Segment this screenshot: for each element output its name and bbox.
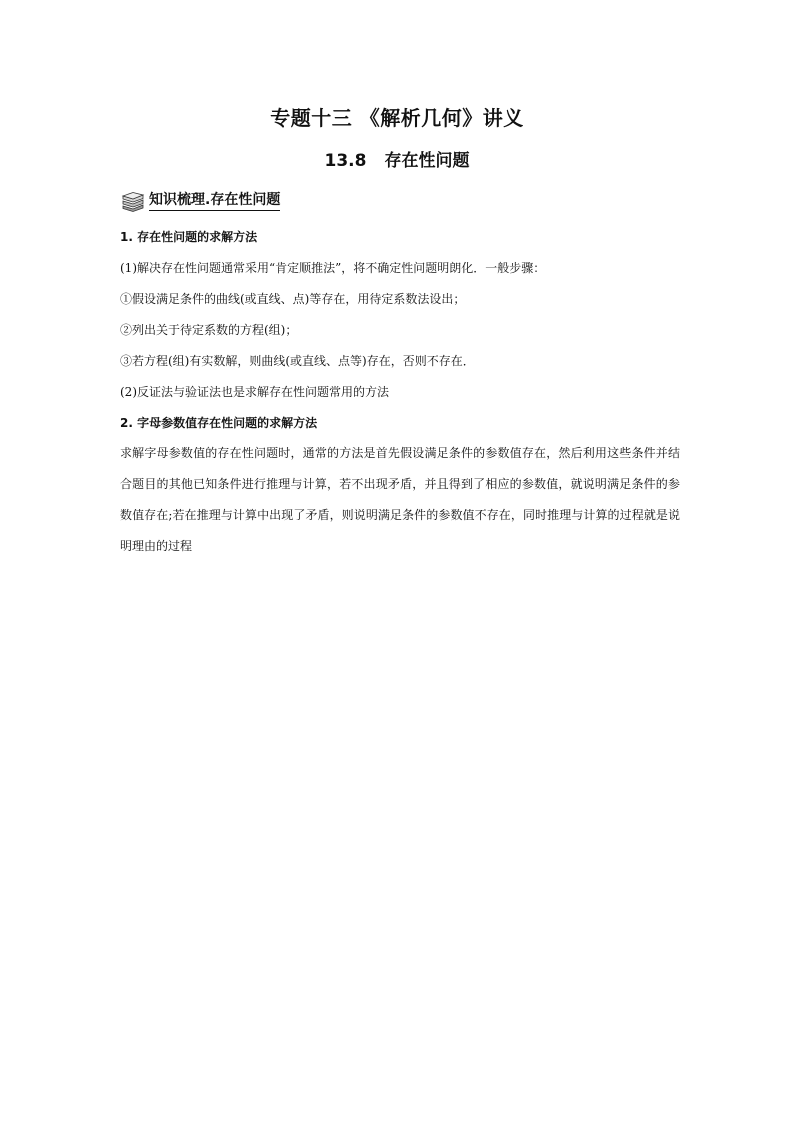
knowledge-section-header [120,189,280,213]
subtitle-text: 存在性问题 [384,151,470,171]
subtitle-number: 13.8 [324,151,367,171]
heading-parameter: 2. 字母参数值存在性问题的求解方法 [120,416,318,430]
text-line-1: (1)解决存在性问题通常采用“肯定顺推法”，将不确定性问题明朗化．一般步骤： [120,261,546,275]
section-title: 知识梳理.存在性问题 [149,191,280,211]
text-line-4: ③若方程(组)有实数解，则曲线(或直线、点等)存在，否则不存在． [120,354,475,368]
text-line-2: ①假设满足条件的曲线(或直线、点)等存在，用待定系数法设出； [120,292,466,306]
paragraph-parameter: 求解字母参数值的存在性问题时，通常的方法是首先假设满足条件的参数值存在，然后利用这些条件并结合题目的其他已知条件进行推理与计算，若不出现矛盾，并且得到了相应的参数值，就说明满足条件的参数值存在;若在推理与计算中出现了矛盾，则说明满足条件的参数值不存在，同时推理与计算的过程就是说明理由的过程 [120,446,680,553]
section-subtitle [0,146,794,171]
heading-method: 1. 存在性问题的求解方法 [120,230,258,244]
document-title: 专题十三 《解析几何》讲义 [270,106,524,130]
content-body [120,225,680,562]
books-stack-icon [120,190,146,212]
text-line-3: ②列出关于待定系数的方程(组)； [120,323,298,337]
text-line-5: (2)反证法与验证法也是求解存在性问题常用的方法 [120,385,389,399]
